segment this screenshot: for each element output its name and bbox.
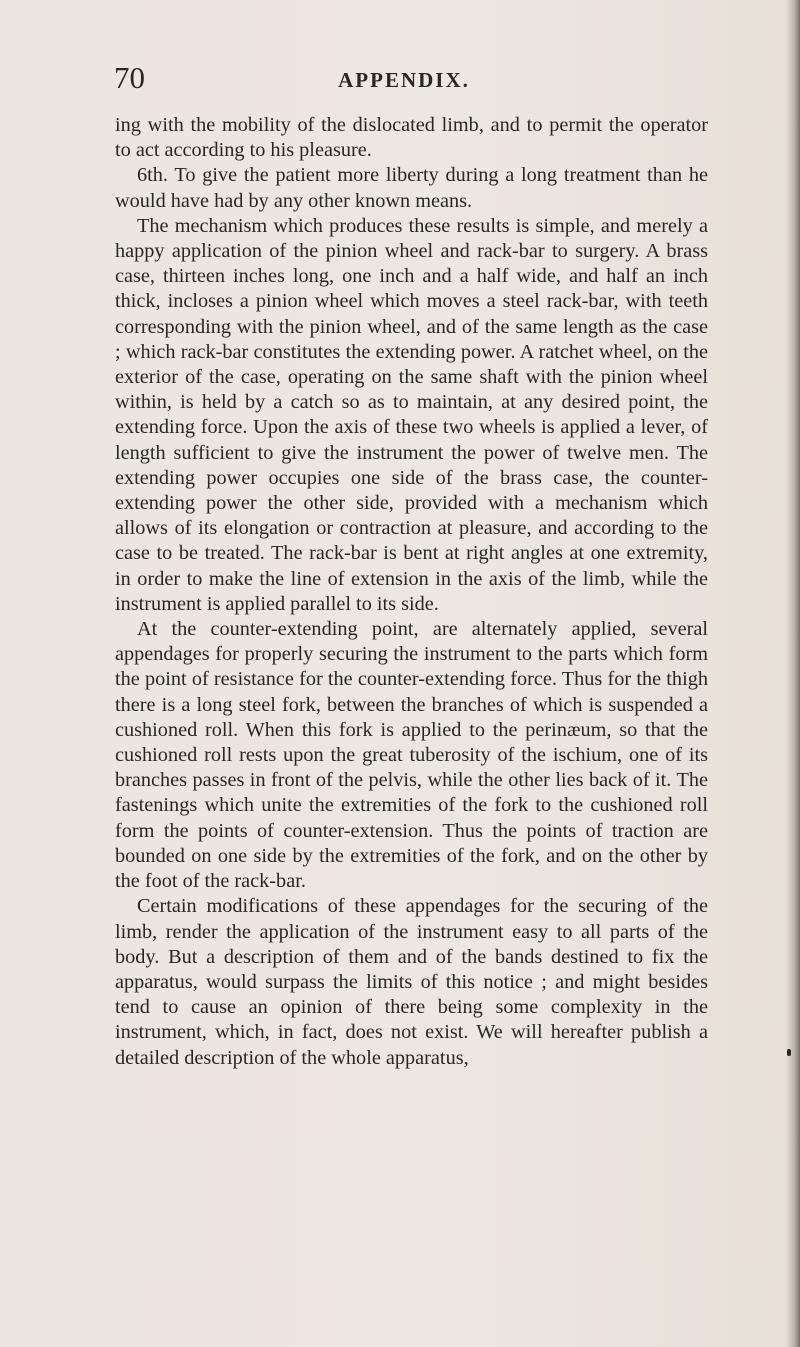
page-edge-shadow bbox=[786, 0, 800, 1347]
ink-speck bbox=[787, 1049, 791, 1056]
paragraph-counter-extending: At the counter-extending point, are alternately applied, several appendages for properly securing the instrument to the parts which form the point of resistance for the counter-extending force. Thus for the thigh there is a long steel fork, between the branches of which is suspended a cushioned roll. When this fork is applied to the perinæum, so that the cushioned roll rests upon the great tuberosity of the ischium, one of its branches passes in front of the pelvis, while the other lies back of it. The fastenings which unite the extremities of the fork to the cushioned roll form the points of counter-extension. Thus the points of traction are bounded on one side by the extremities of the fork, and on the other by the foot of the rack-bar. bbox=[115, 618, 708, 893]
running-head: APPENDIX. bbox=[338, 68, 470, 92]
page-header bbox=[114, 60, 694, 100]
body-text bbox=[115, 113, 708, 1071]
page-number: 70 bbox=[114, 60, 145, 95]
paragraph-modifications: Certain modifications of these appendages for the securing of the limb, render the application of the instrument easy to all parts of the body. But a description of them and of the bands destined to fix the apparatus, would surpass the limits of this notice ; and might besides tend to cause an opinion of there being some complexity in the instrument, which, in fact, does not exist. We will hereafter publish a detailed description of the whole apparatus, bbox=[115, 895, 708, 1069]
paragraph-continuation: ing with the mobility of the dislocated limb, and to permit the operator to act according to his pleasure. bbox=[115, 114, 708, 162]
paragraph-sixth-point: 6th. To give the patient more liberty during a long treatment than he would have had by any other known means. bbox=[115, 164, 708, 212]
paragraph-mechanism: The mechanism which produces these results is simple, and merely a happy application of the pinion wheel and rack-bar to surgery. A brass case, thirteen inches long, one inch and a half wide, and half an inch thick, incloses a pinion wheel which moves a steel rack-bar, with teeth corresponding with the pinion wheel, and of the same length as the case ; which rack-bar constitutes the extending power. A ratchet wheel, on the exterior of the case, operating on the same shaft with the pinion wheel within, is held by a catch so as to maintain, at any desired point, the extending force. Upon the axis of these two wheels is applied a lever, of length sufficient to give the instrument the power of twelve men. The extending power occupies one side of the brass case, the counter-extending power the other side, provided with a mechanism which allows of its elongation or contraction at pleasure, and according to the case to be treated. The rack-bar is bent at right angles at one extremity, in order to make the line of extension in the axis of the limb, while the instrument is applied parallel to its side. bbox=[115, 214, 708, 615]
